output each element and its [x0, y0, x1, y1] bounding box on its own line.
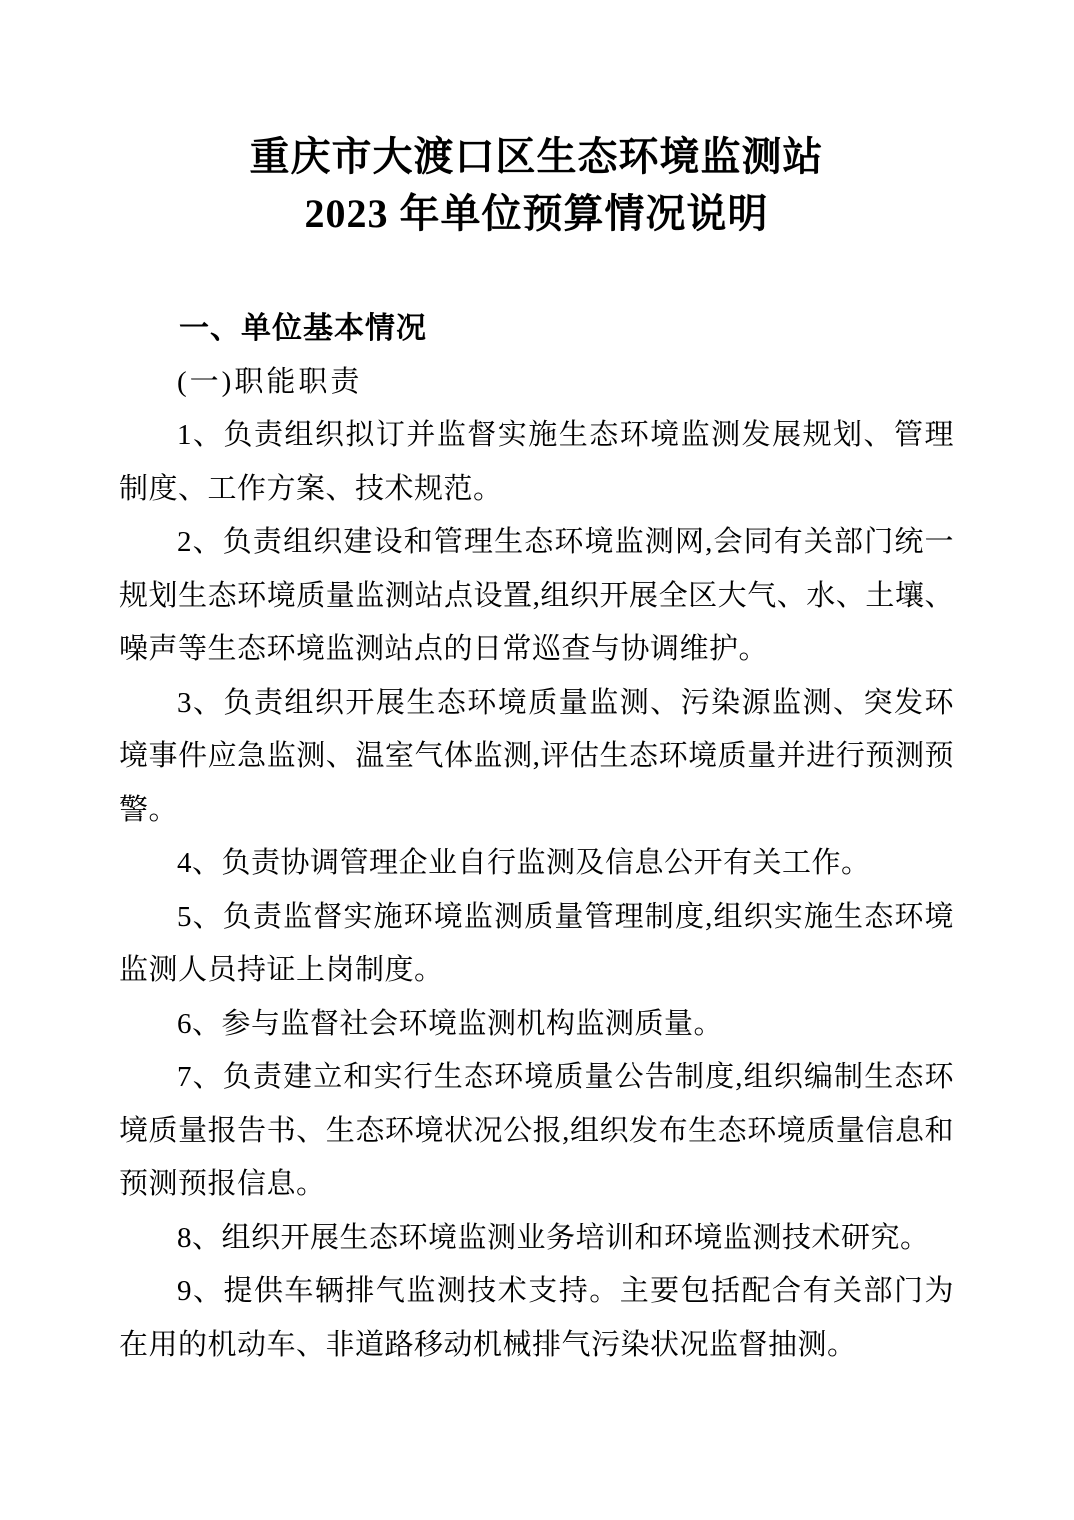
numbered-paragraph-5: 5、负责监督实施环境监测质量管理制度,组织实施生态环境监测人员持证上岗制度。 — [119, 900, 954, 986]
numbered-paragraph-9: 9、提供车辆排气监测技术支持。主要包括配合有关部门为在用的机动车、非道路移动机械排气污染状况监督抽测。 — [119, 1275, 954, 1361]
document-body — [119, 302, 954, 1372]
document-title-line-2: 2023 年单位预算情况说明 — [304, 191, 769, 236]
numbered-paragraph-6: 6、参与监督社会环境监测机构监测质量。 — [177, 1007, 724, 1040]
numbered-paragraph-1: 1、负责组织拟订并监督实施生态环境监测发展规划、管理制度、工作方案、技术规范。 — [119, 419, 954, 505]
numbered-paragraph-3: 3、负责组织开展生态环境质量监测、污染源监测、突发环境事件应急监测、温室气体监测,评估生态环境质量并进行预测预警。 — [119, 686, 954, 826]
numbered-paragraph-4: 4、负责协调管理企业自行监测及信息公开有关工作。 — [177, 847, 871, 879]
section-heading: 一、单位基本情况 — [179, 312, 427, 345]
numbered-paragraph-8: 8、组织开展生态环境监测业务培训和环境监测技术研究。 — [177, 1221, 930, 1254]
numbered-paragraph-7: 7、负责建立和实行生态环境质量公告制度,组织编制生态环境质量报告书、生态环境状况公报,组织发布生态环境质量信息和预测预报信息。 — [119, 1061, 954, 1200]
document-title — [119, 128, 954, 242]
subsection-heading: (一)职能职责 — [177, 365, 363, 398]
numbered-paragraph-2: 2、负责组织建设和管理生态环境监测网,会同有关部门统一规划生态环境质量监测站点设置,组织开展全区大气、水、土壤、噪声等生态环境监测站点的日常巡查与协调维护。 — [119, 526, 954, 665]
document-title-line-1: 重庆市大渡口区生态环境监测站 — [249, 134, 824, 179]
